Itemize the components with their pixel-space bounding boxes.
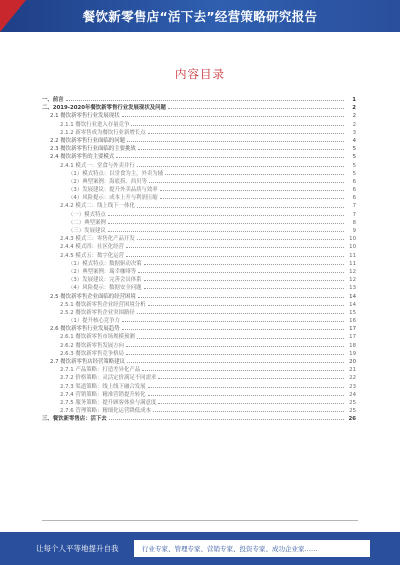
toc-entry[interactable]	[42, 342, 356, 350]
toc-entry[interactable]	[42, 366, 356, 374]
toc-page-number: 18	[349, 342, 356, 349]
toc-page-number: 25	[349, 408, 356, 415]
toc-entry-text: （2）典型案例：瑞幸咖啡等	[68, 268, 137, 275]
toc-page-number: 16	[349, 318, 356, 325]
toc-leader-dots	[127, 140, 344, 142]
toc-leader-dots	[138, 148, 344, 150]
toc-page-number: 21	[349, 367, 356, 374]
toc-leader-dots	[153, 410, 344, 412]
toc-page-number: 2	[352, 121, 356, 128]
toc-entry[interactable]	[42, 325, 356, 333]
toc-entry[interactable]	[42, 129, 356, 137]
toc-entry[interactable]	[42, 219, 356, 227]
toc-leader-dots	[144, 287, 344, 289]
toc-entry[interactable]	[42, 293, 356, 301]
toc-entry-text: （二）典型案例	[68, 219, 106, 226]
toc-entry[interactable]	[42, 227, 356, 235]
toc-entry-text: 2.1.1 餐饮行业进入存量竞争	[60, 121, 130, 128]
toc-entry[interactable]	[42, 194, 356, 202]
toc-page-number: 1	[352, 97, 356, 103]
toc-page-number: 2	[352, 105, 356, 112]
toc-leader-dots	[165, 173, 344, 175]
toc-entry-text: 2.5 餐饮新零售企业面临的经营困境	[50, 293, 136, 300]
header-corner-accent	[0, 0, 26, 32]
toc-page-number: 5	[352, 170, 356, 177]
toc-page-number: 8	[352, 219, 356, 226]
toc-leader-dots	[158, 402, 344, 404]
toc-entry[interactable]	[42, 391, 356, 399]
toc-entry-text: 2.1 餐饮新零售行业发展现状	[50, 113, 120, 120]
toc-page-number: 9	[352, 228, 356, 234]
toc-entry-text: 2.1.2 新零售成为餐饮行业新增长点	[60, 129, 146, 136]
toc-entry-text: 2.6.3 餐饮新零售竞争格局	[60, 350, 124, 357]
toc-page-number: 23	[349, 383, 356, 390]
footer-divider	[42, 520, 358, 521]
toc-leader-dots	[138, 271, 344, 273]
toc-page-number: 17	[349, 326, 356, 333]
toc-page-number: 5	[352, 154, 356, 161]
toc-entry-text: （3）发展建议：提升外卖品质与效率	[68, 187, 158, 194]
toc-leader-dots	[122, 115, 344, 117]
toc-entry-text: （1）模式特点：以堂食为主，外卖为辅	[68, 170, 164, 177]
toc-leader-dots	[137, 312, 344, 314]
toc-leader-dots	[127, 361, 344, 363]
toc-page-number: 11	[349, 252, 356, 259]
toc-entry-text: 2.5.1 餐饮新零售企业经营困境分析	[60, 301, 146, 308]
toc-page-number: 15	[349, 309, 356, 316]
toc-page-number: 7	[352, 203, 356, 210]
toc-entry-text: 2.4.1 模式一：堂食与外卖并行	[60, 162, 135, 169]
toc-entry[interactable]	[42, 96, 356, 104]
toc-entry[interactable]	[42, 235, 356, 243]
toc-entry[interactable]	[42, 276, 356, 284]
toc-leader-dots	[148, 132, 344, 134]
toc-entry[interactable]	[42, 121, 356, 129]
toc-entry-text: （1）模式特点：数据驱动决策	[68, 260, 142, 267]
toc-entry[interactable]	[42, 301, 356, 309]
toc-entry-text: 2.7.2 价格策略：灵活定价满足不同需求	[60, 375, 157, 382]
toc-leader-dots	[148, 304, 344, 306]
toc-leader-dots	[137, 165, 344, 167]
toc-entry-text: 2.2 餐饮新零售行业面临的问题	[50, 137, 125, 144]
toc-leader-dots	[108, 230, 344, 232]
toc-page-number: 2	[352, 113, 356, 120]
toc-entry-text: （4）风险提示：数据安全问题	[68, 285, 142, 292]
toc-entry-text: 三、餐饮新零售店：活下去	[42, 416, 107, 423]
toc-leader-dots	[158, 377, 344, 379]
toc-page-number: 6	[352, 195, 356, 202]
report-header	[0, 0, 400, 32]
toc-leader-dots	[131, 124, 344, 126]
toc-entry-text: 2.3 餐饮新零售行业面临的主要挑战	[50, 146, 136, 153]
toc-entry-text: 2.7.1 产品策略：打造差异化产品	[60, 367, 141, 374]
toc-entry[interactable]	[42, 415, 356, 423]
toc-entry-text: 2.6 餐饮新零售行业发展趋势	[50, 326, 120, 333]
toc-page-number: 17	[349, 334, 356, 341]
toc-entry-text: 2.4.2 模式二：线上线下一体化	[60, 203, 135, 210]
toc-leader-dots	[122, 320, 344, 322]
toc-leader-dots	[148, 386, 344, 388]
toc-leader-dots	[160, 197, 344, 199]
toc-page-number: 14	[349, 293, 356, 300]
toc-entry-text: （3）发展建议：完善会员体系	[68, 277, 142, 284]
toc-entry-text: 2.4.4 模式四：社区化经营	[60, 244, 124, 251]
toc-entry[interactable]	[42, 333, 356, 341]
toc-leader-dots	[108, 222, 344, 224]
toc-entry-text: 2.7.4 营销策略：精准营销提升转化	[60, 391, 146, 398]
toc-entry-text: （1）提升核心竞争力	[68, 318, 120, 325]
toc-leader-dots	[126, 246, 344, 248]
toc-leader-dots	[137, 337, 344, 339]
toc-entry[interactable]	[42, 374, 356, 382]
footer-slogan: 让每个人平等地提升自我	[36, 544, 119, 553]
toc-leader-dots	[144, 279, 344, 281]
toc-page-number: 19	[349, 350, 356, 357]
toc-entry[interactable]	[42, 309, 356, 317]
toc-entry[interactable]	[42, 350, 356, 358]
toc-page-number: 12	[349, 268, 356, 275]
toc-page-number: 7	[352, 211, 356, 218]
toc-entry-text: 2.7.6 管理策略：精细化运营降低成本	[60, 408, 151, 415]
toc-page-number: 20	[349, 359, 356, 365]
toc-entry-text: 一、前言	[42, 97, 64, 103]
toc-entry[interactable]	[42, 112, 356, 120]
toc-page-number: 25	[349, 399, 356, 406]
toc-page-number: 6	[352, 178, 356, 185]
toc-leader-dots	[126, 255, 344, 257]
toc-entry[interactable]	[42, 202, 356, 210]
toc-leader-dots	[138, 296, 344, 298]
toc-leader-dots	[122, 328, 344, 330]
toc-leader-dots	[66, 99, 344, 101]
toc-leader-dots	[144, 263, 344, 265]
toc-page-number: 11	[349, 260, 356, 267]
toc-leader-dots	[126, 345, 344, 347]
toc-leader-dots	[108, 214, 344, 216]
toc-entry-text: 2.6.2 餐饮新零售发展方向	[60, 342, 124, 349]
toc-entry[interactable]	[42, 260, 356, 268]
toc-page-number: 26	[348, 416, 356, 423]
toc-page-number: 14	[349, 301, 356, 308]
toc-leader-dots	[160, 189, 344, 191]
toc-leader-dots	[137, 206, 344, 208]
toc-entry[interactable]	[42, 145, 356, 153]
toc-entry-text: 2.5.2 餐饮新零售企业突围路径	[60, 309, 135, 316]
footer-banner: 行业专家、管理专家、营销专家、投资专家、成功企业家……	[134, 540, 370, 557]
toc-page-number: 10	[349, 244, 356, 251]
toc-entry-text: （一）模式特点	[68, 211, 106, 218]
toc-entry-text: （三）发展建议	[68, 228, 106, 234]
toc-page-number: 6	[352, 187, 356, 194]
toc-page-number: 5	[352, 162, 356, 169]
toc-entry[interactable]	[42, 170, 356, 178]
toc-leader-dots	[168, 107, 344, 109]
report-title: 餐饮新零售店“活下去”经营策略研究报告	[82, 9, 318, 24]
toc-entry-text: （2）典型案例：海底捞、西贝等	[68, 178, 147, 185]
toc-entry-text: （4）风险提示：成本上升与利润压缩	[68, 195, 158, 202]
toc-page-number: 3	[352, 129, 356, 136]
toc-entry[interactable]	[42, 407, 356, 415]
toc-entry[interactable]	[42, 186, 356, 194]
toc-entry-text: 二、2019-2020年餐饮新零售行业发展现状及问题	[42, 105, 166, 112]
toc-page-number: 12	[349, 277, 356, 284]
toc-entry[interactable]	[42, 252, 356, 260]
toc-page-number: 13	[349, 285, 356, 292]
toc-entry-text: 2.6.1 餐饮新零售市场规模预测	[60, 334, 135, 341]
toc-page-number: 5	[352, 146, 356, 153]
toc-entry[interactable]	[42, 162, 356, 170]
toc-entry[interactable]	[42, 268, 356, 276]
toc-leader-dots	[109, 418, 344, 420]
toc-page-number: 24	[349, 391, 356, 398]
toc-leader-dots	[148, 394, 344, 396]
page-footer	[0, 532, 400, 565]
toc-page-number: 4	[352, 137, 356, 144]
toc-entry[interactable]	[42, 383, 356, 391]
toc-leader-dots	[142, 369, 344, 371]
toc-entry-text: 2.7.5 服务策略：提升顾客体验与满意度	[60, 399, 157, 406]
toc-page-number: 22	[349, 375, 356, 382]
table-of-contents	[42, 96, 356, 424]
toc-entry[interactable]	[42, 137, 356, 145]
toc-entry-text: 2.7.3 渠道策略：线上线下融合发展	[60, 383, 146, 390]
toc-leader-dots	[149, 181, 344, 183]
toc-entry[interactable]	[42, 317, 356, 325]
toc-entry[interactable]	[42, 104, 356, 112]
toc-entry-text: 2.4.5 模式五：数字化运营	[60, 252, 124, 259]
toc-entry-text: 2.4.3 模式三：零售化产品开发	[60, 236, 135, 243]
toc-entry-text: 2.4 餐饮新零售的主要模式	[50, 154, 115, 161]
toc-entry[interactable]	[42, 358, 356, 366]
toc-entry[interactable]	[42, 399, 356, 407]
toc-leader-dots	[126, 353, 344, 355]
toc-page-number: 10	[349, 236, 356, 243]
toc-entry[interactable]	[42, 284, 356, 292]
toc-entry[interactable]	[42, 243, 356, 251]
toc-entry[interactable]	[42, 153, 356, 161]
toc-entry-text: 2.7 餐饮新零售店经营策略建议	[50, 359, 125, 365]
toc-leader-dots	[116, 156, 344, 158]
toc-entry[interactable]	[42, 178, 356, 186]
toc-leader-dots	[137, 238, 344, 240]
toc-heading: 内容目录	[175, 67, 225, 81]
toc-entry[interactable]	[42, 211, 356, 219]
